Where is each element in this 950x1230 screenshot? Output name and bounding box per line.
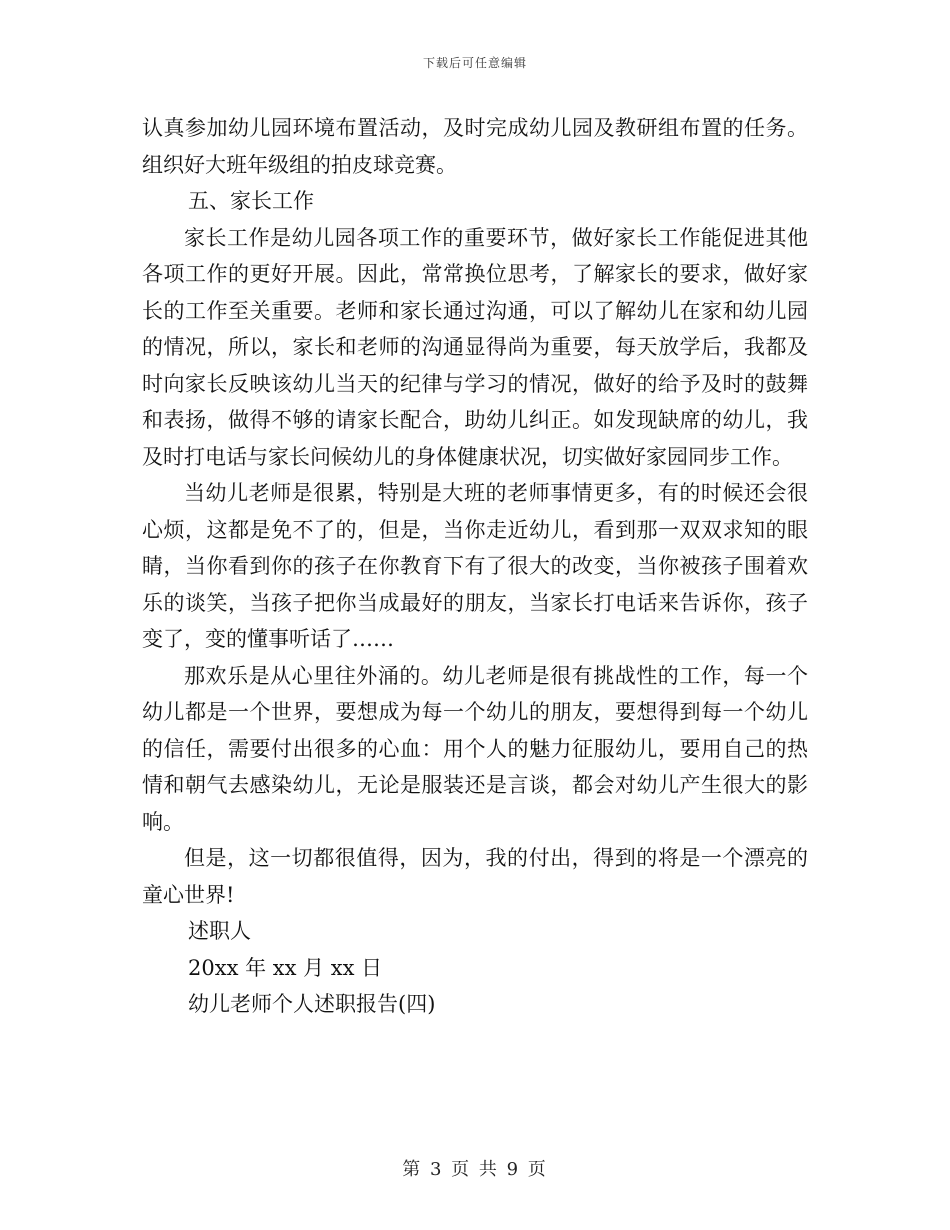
document-body	[142, 110, 808, 1023]
signature-label: 述职人	[188, 919, 251, 943]
section-heading-parent-work: 五、家长工作	[188, 189, 314, 213]
paragraph-environment: 认真参加幼儿园环境布置活动，及时完成幼儿园及教研组布置的任务。组织好大班年级组的拍皮球竞赛。	[142, 116, 808, 177]
next-report-title: 幼儿老师个人述职报告(四)	[188, 992, 436, 1016]
signature-date: 20xx 年 xx 月 xx 日	[188, 955, 383, 980]
paragraph-joy: 那欢乐是从心里往外涌的。幼儿老师是很有挑战性的工作，每一个幼儿都是一个世界，要想成为每一个幼儿的朋友，要想得到每一个幼儿的信任，需要付出很多的心血：用个人的魅力征服幼儿，要用自己的热情和朝气去感染幼儿，无论是服装还是言谈，都会对幼儿产生很大的影响。	[142, 663, 808, 834]
page-footer: 第 3 页 共 9 页	[402, 1159, 548, 1180]
page-header: 下载后可任意编辑	[422, 56, 527, 70]
paragraph-worth-it: 但是，这一切都很值得，因为，我的付出，得到的将是一个漂亮的童心世界!	[142, 846, 808, 907]
paragraph-parent-work: 家长工作是幼儿园各项工作的重要环节，做好家长工作能促进其他各项工作的更好开展。因此，常常换位思考，了解家长的要求，做好家长的工作至关重要。老师和家长通过沟通，可以了解幼儿在家和幼儿园的情况，所以，家长和老师的沟通显得尚为重要，每天放学后，我都及时向家长反映该幼儿当天的纪律与学习的情况，做好的给予及时的鼓舞和表扬，做得不够的请家长配合，助幼儿纠正。如发现缺席的幼儿，我及时打电话与家长问候幼儿的身体健康状况，切实做好家园同步工作。	[142, 225, 808, 469]
paragraph-teacher-tired: 当幼儿老师是很累，特别是大班的老师事情更多，有的时候还会很心烦，这都是免不了的，但是，当你走近幼儿，看到那一双双求知的眼睛，当你看到你的孩子在你教育下有了很大的改变，当你被孩子围着欢乐的谈笑，当孩子把你当成最好的朋友，当家长打电话来告诉你，孩子变了，变的懂事听话了……	[142, 481, 808, 651]
